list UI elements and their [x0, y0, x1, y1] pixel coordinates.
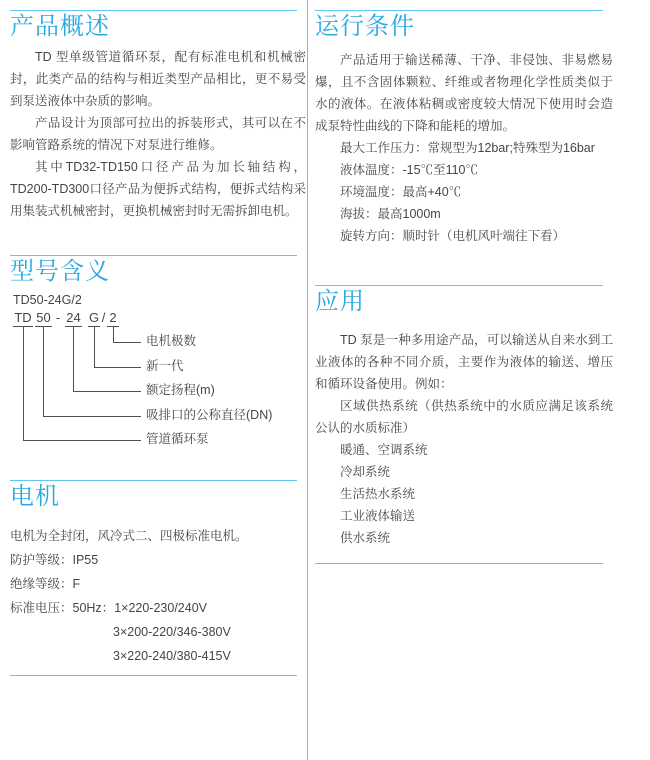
overview-paragraph: 其中TD32-TD150口径产品为加长轴结构，TD200-TD300口径产品为便拆式结构，便拆式结构采用集装式机械密封，更换机械密封时无需拆卸电机。: [10, 160, 306, 218]
model-segment-slash: /: [101, 310, 106, 325]
section-title-motor: 电机: [10, 483, 60, 510]
application-item-water-supply: 供水系统: [340, 531, 391, 545]
spec-max-pressure: 最大工作压力：常规型为12bar;特殊型为16bar: [340, 141, 595, 155]
section-title-application: 应用: [315, 288, 365, 315]
spec-ambient-temp: 环境温度：最高+40℃: [340, 185, 462, 199]
model-segment-td: TD: [14, 310, 32, 325]
overview-text: [10, 46, 306, 222]
operating-specs: [315, 137, 613, 247]
motor-intro: 电机为全封闭，风冷式二、四极标准电机。: [10, 529, 248, 543]
motor-voltage-value: 3×220-240/380-415V: [113, 649, 231, 663]
rule-motor: [10, 480, 297, 481]
column-divider: [307, 0, 308, 760]
operating-text: [315, 49, 613, 137]
section-title-overview: 产品概述: [10, 13, 110, 40]
overview-paragraph: TD 型单级管道循环泵，配有标准电机和机械密封，此类产品的结构与相近类型产品相比，更不易受到泵送液体中杂质的影响。: [10, 50, 306, 108]
application-text: [315, 329, 613, 395]
model-example: TD50-24G/2: [13, 293, 82, 307]
application-item-hvac: 暖通、空调系统: [340, 443, 428, 457]
rule-model: [10, 255, 297, 256]
model-segment-g: G: [88, 310, 100, 325]
rule-application: [315, 285, 603, 286]
application-item-hot-water: 生活热水系统: [340, 487, 416, 501]
rule-overview: [10, 10, 297, 11]
model-label-pumptype: 管道循环泵: [146, 432, 209, 446]
application-paragraph: TD 泵是一种多用途产品，可以输送从自来水到工业液体的各种不同介质，主要作为液体的输送、增压和循环设备使用。例如：: [315, 333, 613, 391]
model-hook-line: [23, 327, 141, 441]
motor-voltage-value: 3×200-220/346-380V: [113, 625, 231, 639]
application-item-district-heating: 区域供热系统（供热系统中的水质应满足该系统公认的水质标准）: [315, 399, 613, 435]
motor-voltage-value: 1×220-230/240V: [114, 601, 207, 615]
application-item-industrial: 工业液体输送: [340, 509, 416, 523]
model-label-poles: 电机极数: [146, 334, 197, 348]
model-segment-24: 24: [66, 310, 81, 325]
section-title-model: 型号含义: [10, 258, 110, 285]
section-title-operating: 运行条件: [315, 13, 415, 40]
motor-spec-voltage: [10, 596, 306, 620]
application-list: [315, 395, 613, 549]
spec-rotation: 旋转方向：顺时针（电机风叶端往下看）: [340, 229, 566, 243]
application-item-cooling: 冷却系统: [340, 465, 391, 479]
rule-application-bottom: [315, 563, 603, 564]
motor-text: [10, 524, 306, 668]
model-segment-50: 50: [36, 310, 51, 325]
spec-liquid-temp: 液体温度：-15℃至110℃: [340, 163, 478, 177]
rule-motor-bottom: [10, 675, 297, 676]
motor-voltage-label: 标准电压：50Hz：: [10, 601, 115, 615]
spec-altitude: 海拔：最高1000m: [340, 207, 441, 221]
model-segment-2: 2: [107, 310, 119, 327]
motor-spec-insulation: 绝缘等级：F: [10, 577, 81, 591]
operating-paragraph: 产品适用于输送稀薄、干净、非侵蚀、非易燃易爆，且不含固体颗粒、纤维或者物理化学性质类似于水的液体。在液体粘稠或密度较大情况下使用时会造成泵特性曲线的下降和能耗的增加。: [315, 53, 613, 133]
overview-paragraph: 产品设计为顶部可拉出的拆装形式，其可以在不影响管路系统的情况下对泵进行维修。: [10, 116, 306, 152]
model-segment-dash: -: [55, 310, 61, 325]
model-label-diameter: 吸排口的公称直径(DN): [146, 408, 273, 422]
model-label-newgen: 新一代: [146, 359, 184, 373]
rule-operating: [315, 10, 603, 11]
model-diagram: [10, 308, 306, 450]
model-label-head: 额定扬程(m): [146, 383, 215, 397]
motor-spec-protection: 防护等级：IP55: [10, 553, 99, 567]
